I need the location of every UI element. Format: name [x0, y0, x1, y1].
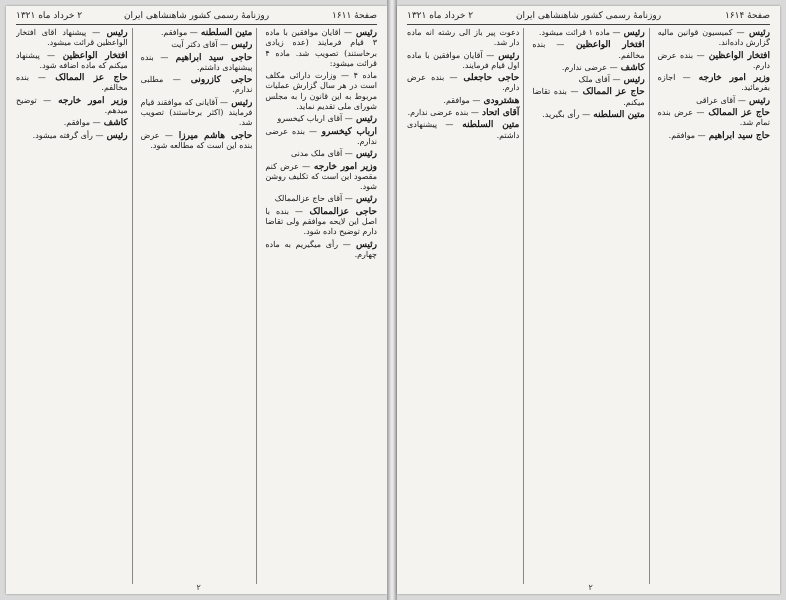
speaker-name: رئیس	[100, 28, 128, 38]
right-head-title: روزنامهٔ رسمی کشور شاهنشاهی ایران	[515, 11, 662, 21]
transcript-paragraph	[16, 96, 128, 117]
speaker-name: افتخار الواعظین	[704, 50, 770, 61]
transcript-paragraph	[16, 28, 128, 49]
transcript-paragraph	[16, 73, 128, 94]
paragraph-text: — آقای ملک مدنی	[290, 149, 353, 159]
transcript-paragraph	[265, 28, 377, 69]
paragraph-text: — رأی گرفته میشود.	[32, 130, 104, 140]
left-running-head	[16, 10, 377, 25]
transcript-paragraph	[658, 73, 770, 94]
transcript-paragraph	[141, 131, 253, 152]
speaker-name: حاجی حاجعلی	[457, 73, 520, 84]
transcript-paragraph	[265, 149, 377, 159]
speaker-name: متین السلطنه	[197, 28, 253, 38]
paragraph-text: — پیشنهاد میکنم که ماده اضافه شود.	[15, 50, 128, 70]
paragraph-text: ماده ۴ — وزارت دارائی مکلف است در هر سال گزارش عملیات مربوط به این قانون را به مجلس شورای ملی تقدیم نماید.	[265, 71, 377, 112]
transcript-paragraph	[532, 40, 644, 61]
speaker-name: رئیس	[228, 40, 253, 51]
right-head-page-number: صفحهٔ ۱۶۱۴	[724, 11, 770, 21]
transcript-paragraph	[265, 71, 377, 112]
left-column-1	[265, 28, 377, 584]
right-head-date: ۲ خرداد ماه ۱۳۲۱	[407, 11, 474, 21]
paragraph-text: — بنده تقاضا میکنم.	[532, 87, 645, 107]
paragraph-text: — رأی بگیرید.	[542, 110, 591, 120]
speaker-name: رئیس	[352, 194, 377, 205]
speaker-name: هشترودی	[480, 95, 520, 106]
speaker-name: افتخار الواعظین	[564, 40, 645, 51]
speaker-name: وزیر امور خارجه	[690, 73, 770, 84]
speaker-name: رئیس	[620, 75, 645, 86]
paragraph-text: — عرض بنده این است که مطالعه شود.	[140, 130, 253, 150]
paragraph-text: — عرض بنده تمام شد.	[657, 108, 770, 128]
paragraph-text: — آقای ارباب کیخسرو	[277, 114, 353, 124]
speaker-name: رئیس	[352, 149, 377, 160]
paragraph-text: — اجازه بفرمائید.	[657, 73, 770, 93]
right-column-1	[658, 28, 770, 584]
paragraph-text: — ماده ۱ قرائت میشود.	[538, 28, 621, 37]
paragraph-text: — رأی میگیریم به ماده چهارم.	[265, 239, 377, 259]
speaker-name: رئیس	[103, 130, 128, 141]
left-columns	[16, 28, 377, 584]
speaker-name: حاج عز الممالک	[704, 108, 770, 119]
transcript-paragraph	[265, 194, 377, 204]
paragraph-text: — موافقم.	[668, 130, 706, 140]
paragraph-text: — آقای ملک	[578, 75, 621, 85]
transcript-paragraph	[407, 108, 519, 118]
speaker-name: وزیر امور خارجه	[51, 95, 128, 106]
paragraph-text: — بنده با اصل این لایحه موافقم ولی تقاضا دارم توضیح داده شود.	[265, 206, 377, 237]
paragraph-text: — آقایان موافقین با ماده ۳ قیام فرمایند (عده زیادی برخاستند) تصویب شد. ماده ۴ قرائت میشود:	[265, 28, 377, 68]
transcript-paragraph	[141, 75, 253, 96]
left-head-date: ۲ خرداد ماه ۱۳۲۱	[16, 11, 83, 21]
transcript-paragraph	[265, 162, 377, 193]
transcript-paragraph	[407, 120, 519, 141]
paragraph-text: — موافقم.	[160, 28, 198, 37]
speaker-name: کاشف	[617, 62, 645, 73]
speaker-name: افتخار الواعظین	[55, 50, 128, 61]
transcript-paragraph	[658, 51, 770, 72]
left-head-title: روزنامهٔ رسمی کشور شاهنشاهی ایران	[123, 11, 270, 21]
transcript-paragraph	[532, 87, 644, 108]
transcript-paragraph	[658, 131, 770, 141]
speaker-name: رئیس	[494, 50, 520, 61]
right-column-3	[407, 28, 524, 584]
speaker-name: حاجی کازرونی	[180, 75, 253, 86]
transcript-paragraph	[532, 63, 644, 73]
transcript-paragraph	[141, 28, 253, 38]
transcript-paragraph	[141, 53, 253, 74]
book-gutter	[387, 0, 397, 600]
transcript-paragraph	[141, 98, 253, 129]
transcript-paragraph	[407, 96, 519, 106]
paragraph-text: — عرضی ندارم.	[561, 62, 618, 72]
speaker-name: وزیر امور خارجه	[310, 161, 377, 172]
transcript-paragraph	[658, 108, 770, 129]
speaker-name: حاجی سید ابراهیم	[168, 52, 253, 63]
transcript-paragraph	[532, 75, 644, 85]
transcript-paragraph	[265, 114, 377, 124]
right-page-footer: ۲	[588, 583, 593, 592]
speaker-name: رئیس	[351, 28, 377, 38]
transcript-paragraph	[16, 51, 128, 72]
speaker-name: متین السلطنه	[453, 120, 520, 131]
paragraph-text: — عرض کنم مقصود این است که تکلیف روشن شود.	[265, 161, 377, 192]
transcript-paragraph	[658, 28, 770, 49]
paragraph-text: — آقایانی که موافقند قیام فرمایند (اکثر برخاستند) تصویب شد.	[140, 97, 253, 128]
paragraph-text: — بنده پیشنهادی داشتم.	[140, 52, 253, 72]
speaker-name: متین السلطنه	[590, 110, 645, 121]
speaker-name: رئیس	[350, 239, 377, 250]
right-page	[397, 6, 780, 594]
transcript-paragraph	[265, 207, 377, 238]
transcript-paragraph	[16, 118, 128, 128]
transcript-paragraph	[532, 110, 644, 120]
transcript-paragraph	[658, 96, 770, 106]
paragraph-text: — موافقم.	[63, 118, 101, 128]
paragraph-text: — توضیح میدهم.	[15, 95, 128, 116]
right-column-2	[532, 28, 649, 584]
transcript-paragraph	[265, 240, 377, 261]
speaker-name: رئیس	[744, 28, 770, 38]
left-column-3	[16, 28, 133, 584]
speaker-name: حاج سید ابراهیم	[705, 130, 770, 141]
paragraph-text: — موافقم.	[443, 95, 481, 105]
paragraph-text: — بنده عرض دارم.	[407, 73, 520, 93]
left-page	[6, 6, 387, 594]
paragraph-text: — پیشنهادی داشتم.	[407, 120, 520, 140]
speaker-name: ارباب کیخسرو	[317, 126, 377, 137]
speaker-name: حاج عز الممالک	[45, 73, 128, 84]
speaker-name: آقای اتحاد	[478, 108, 520, 119]
paragraph-text: — آقای عراقی	[696, 95, 746, 105]
paragraph-text: — کمیسیون قوانین مالیه گزارش داده‌اند.	[657, 28, 770, 48]
speaker-name: رئیس	[620, 28, 645, 38]
right-running-head	[407, 10, 770, 25]
speaker-name: رئیس	[228, 97, 253, 108]
paragraph-text: — آقای دکتر آیت	[171, 40, 229, 50]
paragraph-text: — آقایان موافقین با ماده اول قیام فرمایند.	[407, 50, 520, 70]
paragraph-text: — بنده عرضی ندارم.	[407, 108, 479, 118]
speaker-name: حاجی عزالممالک	[302, 206, 377, 217]
paragraph-text: — بنده مخالفم.	[15, 73, 128, 93]
right-columns	[407, 28, 770, 584]
paragraph-text: — پیشنهاد آقای افتخار الواعظین قرائت میشود.	[15, 28, 128, 48]
speaker-name: حاجی هاشم میرزا	[172, 130, 253, 141]
left-head-page-number: صفحهٔ ۱۶۱۱	[331, 11, 377, 21]
transcript-paragraph	[407, 28, 519, 49]
paragraph-text: — آقای حاج عزالممالک	[274, 194, 353, 204]
speaker-name: حاج عز الممالک	[578, 87, 645, 98]
transcript-paragraph	[16, 131, 128, 141]
speaker-name: رئیس	[745, 95, 770, 106]
speaker-name: کاشف	[100, 118, 128, 129]
paragraph-text: — بنده مخالفم.	[532, 40, 645, 60]
speaker-name: رئیس	[352, 114, 377, 125]
transcript-paragraph	[407, 51, 519, 72]
transcript-paragraph	[141, 40, 253, 50]
paragraph-text: — بنده عرض دارم.	[657, 50, 770, 70]
paragraph-text: — مطلبی ندارم.	[140, 75, 253, 95]
transcript-paragraph	[265, 127, 377, 148]
transcript-paragraph	[407, 73, 519, 94]
transcript-paragraph	[532, 28, 644, 38]
left-column-2	[141, 28, 258, 584]
paragraph-text: دعوت پیر باز الی رشته انه ماده دار شد.	[407, 28, 520, 48]
left-page-footer: ۲	[196, 583, 201, 592]
paragraph-text: — بنده عرضی ندارم.	[265, 126, 377, 146]
